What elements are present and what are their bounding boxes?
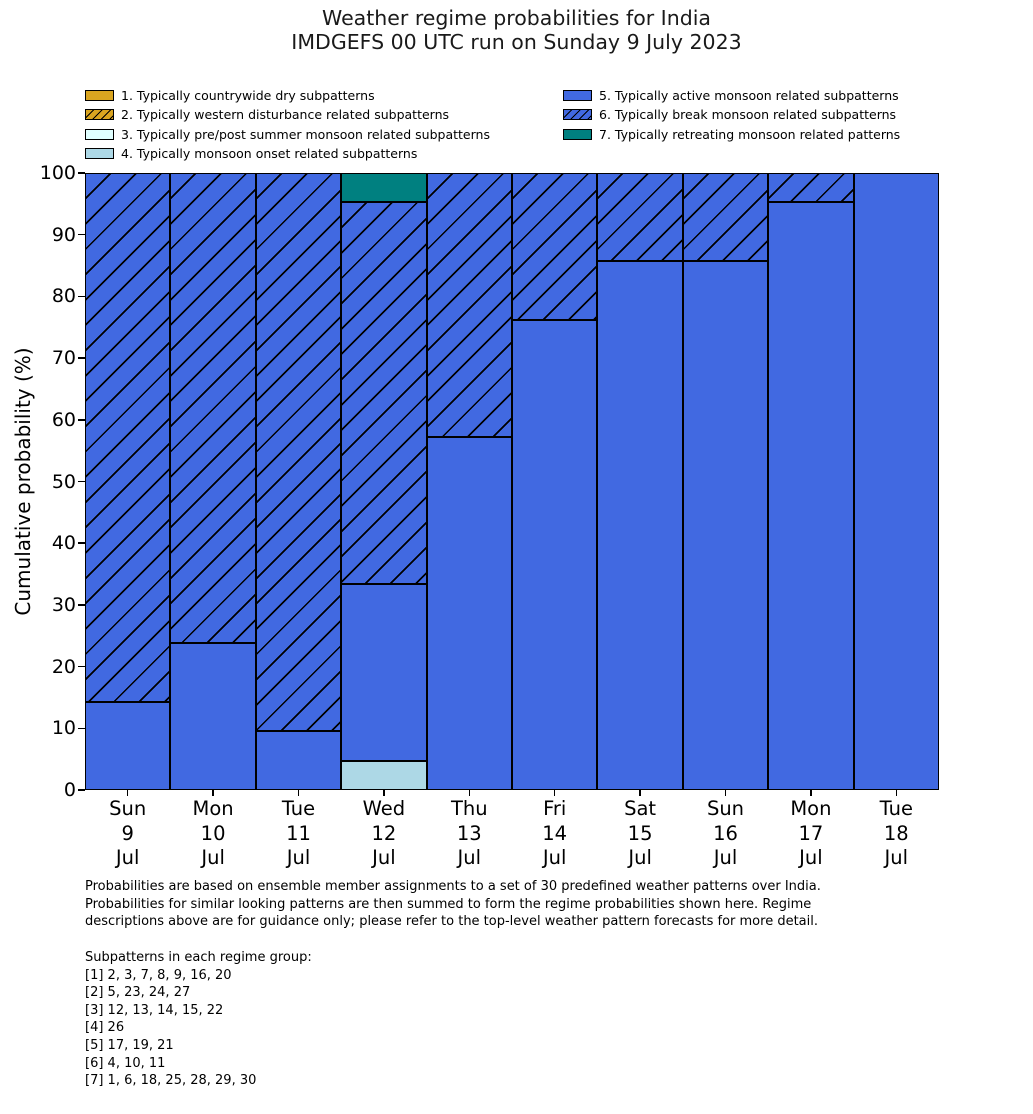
y-tick-30 [78,604,85,606]
y-tick-70 [78,357,85,359]
subpatterns-list [85,949,312,1090]
chart-title-line2: IMDGEFS 00 UTC run on Sunday 9 July 2023 [291,30,742,54]
x-tick-6 [639,790,641,796]
footnote-line: Probabilities are based on ensemble member assignments to a set of 30 predefined weather patterns over India. [85,879,821,894]
x-tick-label-line: Thu [450,797,488,820]
x-tick-label-line: Jul [372,846,396,869]
bar-tue-11-jul [256,173,341,790]
footnote [85,878,821,931]
x-tick-label-line: Jul [201,846,225,869]
bar-segment-regime-6 [597,173,682,261]
legend-swatch-regime-4 [85,148,114,159]
x-tick-7 [725,790,727,796]
x-tick-label-8 [763,797,859,871]
legend-swatch-regime-2 [85,109,114,120]
legend-swatch-regime-5 [563,90,592,101]
bar-segment-regime-6 [683,173,768,261]
x-tick-label-line: Mon [790,797,832,820]
x-tick-5 [554,790,556,796]
legend-swatch-regime-1 [85,90,114,101]
x-tick-label-line: 9 [121,821,134,845]
y-tick-80 [78,296,85,298]
x-tick-9 [896,790,898,796]
bar-segment-regime-5 [512,320,597,790]
bar-segment-regime-5 [256,731,341,790]
y-axis-label: Cumulative probability (%) [11,347,35,616]
bar-segment-regime-6 [427,173,512,437]
y-tick-20 [78,666,85,668]
x-tick-label-0 [80,797,176,871]
subpattern-group-line: [5] 17, 19, 21 [85,1037,174,1053]
x-tick-label-line: Jul [713,846,738,869]
chart-title-line1: Weather regime probabilities for India [322,6,711,30]
x-tick-label-3 [336,797,432,871]
bar-segment-regime-7 [341,173,426,202]
bar-fri-14-jul [512,173,597,790]
legend-item [563,87,899,105]
bar-segment-regime-6 [512,173,597,320]
bar-wed-12-jul [341,173,426,790]
x-tick-label-line: Jul [799,846,823,869]
bar-mon-17-jul [768,173,853,790]
x-tick-label-line: Tue [281,797,316,820]
x-tick-label-line: 11 [286,821,311,845]
bar-mon-10-jul [170,173,255,790]
bar-segment-regime-5 [427,437,512,790]
y-tick-label-10: 10 [51,717,76,740]
y-tick-0 [78,789,85,791]
legend-label-regime-1: 1. Typically countrywide dry subpatterns [121,88,375,103]
subpattern-group-line: [2] 5, 23, 24, 27 [85,985,191,1001]
legend-label-regime-7: 7. Typically retreating monsoon related patterns [599,126,901,142]
legend-swatch-regime-6 [563,109,592,120]
legend-item [85,144,417,162]
x-tick-label-line: 17 [798,821,824,845]
bar-segment-regime-6 [170,173,255,643]
footnote-line: descriptions above are for guidance only; please refer to the top-level weather pattern forecasts for more detail. [85,914,818,930]
legend-label-regime-3: 3. Typically pre/post summer monsoon related subpatterns [121,126,490,142]
y-tick-label-70: 70 [51,347,76,370]
footnote-line: Probabilities for similar looking patterns are then summed to form the regime probabilities shown here. Regime [85,896,812,912]
bar-thu-13-jul [427,173,512,790]
x-tick-label-line: 16 [713,821,738,845]
y-tick-label-80: 80 [51,285,76,308]
bar-segment-regime-5 [170,643,255,790]
x-tick-0 [127,790,129,796]
legend-item [563,106,896,124]
y-tick-label-60: 60 [51,408,76,431]
y-tick-50 [78,481,85,483]
x-tick-label-line: 10 [200,821,226,845]
legend-label-regime-5: 5. Typically active monsoon related subpatterns [599,88,899,103]
y-tick-40 [78,542,85,544]
x-tick-2 [298,790,300,796]
x-tick-label-7 [678,797,774,871]
subpattern-group-line: [3] 12, 13, 14, 15, 22 [85,1002,224,1018]
subpattern-group-line: [4] 26 [85,1020,125,1036]
y-tick-label-50: 50 [51,470,76,493]
legend-label-regime-4: 4. Typically monsoon onset related subpatterns [121,145,418,161]
legend-label-regime-2: 2. Typically western disturbance related subpatterns [121,107,450,123]
bar-segment-regime-4 [341,761,426,790]
y-tick-90 [78,234,85,236]
y-tick-label-20: 20 [51,655,76,678]
subpattern-group-line: [7] 1, 6, 18, 25, 28, 29, 30 [85,1073,257,1089]
bar-sun-9-jul [85,173,170,790]
bar-segment-regime-5 [341,584,426,760]
x-tick-label-line: Wed [362,797,406,820]
bar-segment-regime-5 [854,173,939,790]
subpatterns-heading: Subpatterns in each regime group: [85,950,312,965]
legend-swatch-regime-3 [85,129,114,140]
y-tick-label-30: 30 [51,593,76,616]
x-tick-label-line: 14 [542,821,568,845]
x-tick-label-6 [592,797,688,871]
x-tick-label-line: Sat [624,797,657,820]
x-tick-label-2 [251,797,347,871]
y-tick-10 [78,728,85,730]
x-tick-label-line: 13 [456,821,482,845]
x-tick-label-line: 18 [883,821,909,845]
x-tick-3 [383,790,385,796]
subpattern-group-line: [6] 4, 10, 11 [85,1055,166,1071]
plot-area [85,173,939,790]
x-tick-label-line: Jul [884,846,909,869]
y-tick-label-100: 100 [39,162,76,184]
bar-segment-regime-6 [85,173,170,702]
bar-tue-18-jul [854,173,939,790]
bar-segment-regime-5 [597,261,682,790]
x-tick-label-line: Sun [706,797,745,820]
legend-label-regime-6: 6. Typically break monsoon related subpatterns [599,107,897,123]
x-tick-label-1 [165,797,261,871]
x-tick-label-line: Tue [879,797,913,820]
x-tick-label-line: 12 [371,821,397,845]
bar-segment-regime-5 [85,702,170,790]
x-tick-1 [212,790,214,796]
x-tick-label-line: Jul [286,846,311,869]
bar-segment-regime-6 [768,173,853,202]
x-tick-label-line: 15 [627,821,653,845]
legend-item [85,106,449,124]
x-tick-label-line: Fri [543,797,567,820]
y-tick-60 [78,419,85,421]
x-tick-label-line: Mon [192,797,234,820]
x-tick-label-5 [507,797,603,871]
bar-segment-regime-5 [768,202,853,790]
y-tick-100 [78,172,85,174]
x-tick-label-line: Sun [109,797,147,820]
bar-segment-regime-6 [341,202,426,584]
bar-sun-16-jul [683,173,768,790]
x-tick-label-4 [421,797,517,871]
chart-title [0,6,1033,54]
x-tick-label-line: Jul [457,846,482,869]
x-tick-label-line: Jul [628,846,652,869]
legend-item [563,125,900,143]
legend-item [85,87,375,105]
x-tick-label-line: Jul [115,846,140,869]
x-tick-label-line: Jul [542,846,567,869]
x-tick-4 [469,790,471,796]
x-tick-label-9 [848,797,944,871]
legend-item [85,125,490,143]
subpattern-group-line: [1] 2, 3, 7, 8, 9, 16, 20 [85,967,232,983]
y-tick-label-90: 90 [51,223,76,246]
bar-sat-15-jul [597,173,682,790]
legend-swatch-regime-7 [563,129,592,140]
bar-segment-regime-5 [683,261,768,790]
bar-segment-regime-6 [256,173,341,731]
y-tick-label-0: 0 [63,779,76,801]
x-tick-8 [810,790,812,796]
y-tick-label-40: 40 [51,532,76,555]
